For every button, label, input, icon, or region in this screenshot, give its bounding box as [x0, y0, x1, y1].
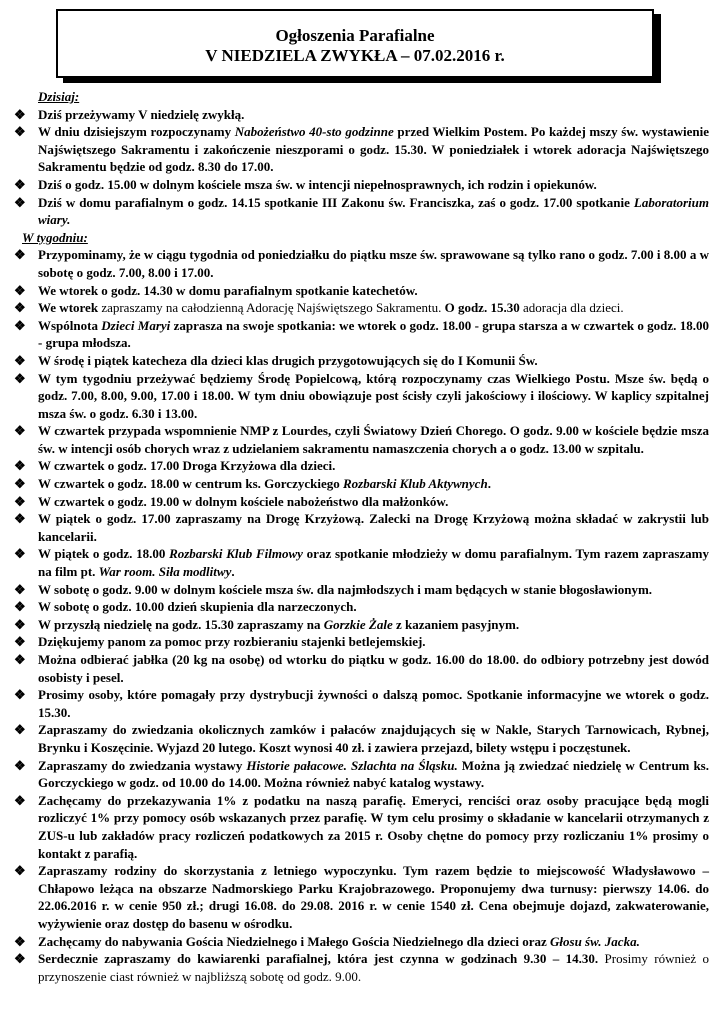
- announcement-text: [38, 862, 709, 932]
- announcement-item: [14, 475, 709, 493]
- announcement-item: [14, 757, 709, 792]
- announcement-text: [38, 370, 709, 423]
- announcement-item: [14, 246, 709, 281]
- announcement-text: [38, 757, 709, 792]
- diamond-bullet-icon: ❖: [14, 352, 26, 368]
- announcement-text: [38, 721, 709, 756]
- diamond-bullet-icon: ❖: [14, 581, 26, 597]
- announcement-item: [14, 581, 709, 599]
- diamond-bullet-icon: ❖: [14, 634, 26, 650]
- announcement-text: [38, 299, 709, 317]
- week-announcements-list: [14, 246, 709, 985]
- text-segment: Zapraszamy rodziny do skorzystania z letniego wypoczynku. Tym razem będzie to miejscowość Władysławowo – Chłapowo leżąca na obszarze Nadmorskiego Parku Krajobrazowego. Proponujemy dwa turnusy: pierwszy 14.06. do 22.06.2016 r. w cenie 950 zł.; drugi 16.08. do 29.08. 2016 r. w cenie 1540 zł. Cena obejmuje dojazd, zakwaterowanie, wyżywienie oraz dostęp do basenu w ośrodku.: [38, 863, 709, 931]
- diamond-bullet-icon: ❖: [14, 757, 26, 773]
- diamond-bullet-icon: ❖: [14, 282, 26, 298]
- text-segment: zapraszamy na całodzienną Adorację Najświętszego Sakramentu.: [101, 300, 445, 316]
- diamond-bullet-icon: ❖: [14, 599, 26, 615]
- italic-title-text: Rozbarski Klub Aktywnych: [342, 476, 488, 492]
- diamond-bullet-icon: ❖: [14, 317, 26, 333]
- text-segment: W tym tygodniu przeżywać będziemy Środę Popielcową, którą rozpoczynamy czas Wielkiego Postu. Msze św. będą o godz. 7.00, 8.00, 9.00, 17.00 i 18.00. W tym dniu obowiązuje post ścisły czyli jakościowy i ilościowy. W kaplicy szpitalnej msza św. o godz. 6.30 i 13.00.: [38, 370, 709, 421]
- text-segment: zaprasza na swoje spotkania: we wtorek o godz. 18.00 - grupa starsza a w czwartek o godz. 18.00 - grupa młodsza.: [38, 317, 709, 351]
- text-segment: Można odbierać jabłka (20 kg na osobę) od wtorku do piątku w godz. 16.00 do 18.00. do odbiory potrzebny jest dowód osobisty i pesel.: [38, 652, 709, 685]
- diamond-bullet-icon: ❖: [14, 951, 26, 967]
- today-announcements-list: [14, 106, 709, 229]
- text-segment: W sobotę o godz. 10.00 dzień skupienia dla narzeczonych.: [38, 599, 357, 615]
- diamond-bullet-icon: ❖: [14, 106, 26, 122]
- italic-title-text: Dzieci Maryi: [101, 317, 171, 333]
- italic-title-text: Historie pałacowe. Szlachta na Śląsku.: [246, 757, 458, 773]
- diamond-bullet-icon: ❖: [14, 511, 26, 527]
- announcement-text: [38, 686, 709, 721]
- announcement-text: [38, 176, 709, 194]
- announcement-text: [38, 616, 709, 634]
- announcement-text: [38, 792, 709, 862]
- announcement-item: [14, 299, 709, 317]
- text-segment: W przyszłą niedzielę na godz. 15.30 zapraszamy na: [38, 616, 324, 632]
- announcement-text: [38, 106, 709, 124]
- announcement-text: [38, 317, 709, 352]
- announcement-text: [38, 493, 709, 511]
- diamond-bullet-icon: ❖: [14, 722, 26, 738]
- header-box: [56, 9, 654, 78]
- announcement-text: [38, 246, 709, 281]
- diamond-bullet-icon: ❖: [14, 493, 26, 509]
- text-segment: W czwartek o godz. 19.00 w dolnym kościele nabożeństwo dla małżonków.: [38, 493, 449, 509]
- section-heading-today: Dzisiaj:: [38, 89, 80, 104]
- announcement-text: [38, 510, 709, 545]
- announcement-text: [38, 950, 709, 985]
- announcement-text: [38, 475, 709, 493]
- diamond-bullet-icon: ❖: [14, 458, 26, 474]
- announcement-text: [38, 545, 709, 580]
- text-segment: W sobotę o godz. 9.00 w dolnym kościele msza św. dla najmłodszych i mam będących w stanie błogosławionym.: [38, 581, 653, 597]
- announcement-item: [14, 123, 709, 176]
- announcement-text: [38, 422, 709, 457]
- text-segment: Zapraszamy do zwiedzania wystawy: [38, 757, 247, 773]
- diamond-bullet-icon: ❖: [14, 546, 26, 562]
- diamond-bullet-icon: ❖: [14, 300, 26, 316]
- text-segment: W środę i piątek katecheza dla dzieci klas drugich przygotowujących się do I Komunii Św.: [38, 352, 538, 368]
- text-segment: Dziękujemy panom za pomoc przy rozbieraniu stajenki betlejemskiej.: [38, 634, 426, 650]
- text-segment: adoracja dla dzieci.: [522, 300, 624, 316]
- text-segment: W czwartek przypada wspomnienie NMP z Lourdes, czyli Światowy Dzień Chorego. O godz. 9.00 w kościele będzie msza św. w intencji osób chorych wraz z udzielaniem sakramentu namaszczenia chorych a o godz. 13.00 w szpitalu.: [38, 423, 709, 456]
- diamond-bullet-icon: ❖: [14, 176, 26, 192]
- announcement-item: [14, 721, 709, 756]
- sunday-date-line: V NIEDZIELA ZWYKŁA – 07.02.2016 r.: [205, 46, 505, 65]
- text-segment: Wspólnota: [38, 317, 102, 333]
- announcements-body: [14, 88, 709, 985]
- announcement-text: [38, 194, 709, 229]
- italic-title-text: Gorzkie Żale: [323, 616, 393, 632]
- announcement-item: [14, 862, 709, 932]
- announcement-text: [38, 598, 709, 616]
- italic-title-text: War room. Siła modlitwy: [98, 564, 232, 580]
- announcement-item: [14, 422, 709, 457]
- text-segment: Można ją zwiedzać niedzielę w Centrum ks. Gorczyckiego w godz. od 10.00 do 14.00. Można również nabyć katalog wystawy.: [38, 757, 709, 791]
- text-segment: W czwartek o godz. 17.00 Droga Krzyżowa dla dzieci.: [38, 458, 336, 474]
- text-segment: Dziś o godz. 15.00 w dolnym kościele msza św. w intencji niepełnosprawnych, ich rodzin i opiekunów.: [38, 176, 597, 192]
- text-segment: oraz spotkanie młodzieży w domu parafialnym. Tym razem zapraszamy na film pt.: [38, 546, 710, 580]
- text-segment: W piątek o godz. 18.00: [38, 546, 170, 562]
- text-segment: Zachęcamy do przekazywania 1% z podatku na naszą parafię. Emeryci, renciści oraz osoby pracujące będą mogli rozliczyć 1% przy pomocy osób wskazanych przez parafię. W tym celu prosimy o składanie w kancelarii otrzymanych z ZUS-u lub zakładów pracy rozliczeń podatkowych za 2015 r. Osoby chętne do pomocy przy rozliczaniu 1% prosimy o kontakt z parafią.: [38, 792, 709, 861]
- announcement-item: [14, 545, 709, 580]
- announcement-item: [14, 352, 709, 370]
- announcement-item: [14, 686, 709, 721]
- italic-title-text: Nabożeństwo 40-sto godzinne: [234, 124, 394, 140]
- announcement-item: [14, 510, 709, 545]
- diamond-bullet-icon: ❖: [14, 423, 26, 439]
- text-segment: Serdecznie zapraszamy do kawiarenki parafialnej, która jest czynna w godzinach 9.30 – 14.30.: [38, 951, 605, 967]
- announcement-item: [14, 317, 709, 352]
- announcement-item: [14, 370, 709, 423]
- diamond-bullet-icon: ❖: [14, 194, 26, 210]
- italic-title-text: Rozbarski Klub Filmowy: [169, 546, 303, 562]
- text-segment: Dziś przeżywamy V niedzielę zwykłą.: [38, 106, 245, 122]
- announcement-text: [38, 282, 709, 300]
- text-segment: Prosimy osoby, które pomagały przy dystrybucji żywności o dalszą pomoc. Spotkanie informacyjne we wtorek o godz. 15.30.: [38, 687, 709, 720]
- text-segment: Dziś w domu parafialnym o godz. 14.15 spotkanie III Zakonu św. Franciszka, zaś o godz. 17.00 spotkanie: [38, 194, 634, 210]
- text-segment: .: [231, 564, 235, 580]
- text-segment: .: [487, 476, 491, 492]
- announcement-item: [14, 194, 709, 229]
- announcement-item: [14, 633, 709, 651]
- diamond-bullet-icon: ❖: [14, 616, 26, 632]
- text-segment: przed Wielkim Postem. Po każdej mszy św. wystawienie Najświętszego Sakramentu i zakończenie nieszporami o godz. 15.30. W poniedziałek i wtorek adoracja Najświętszego Sakramentu będzie od godz. 8.30 do 17.00.: [38, 124, 709, 175]
- text-segment: Prosimy również o przynoszenie ciast również w najbliższą sobotę od godz. 9.00.: [38, 951, 709, 984]
- announcement-text: [38, 123, 709, 176]
- announcement-text: [38, 581, 709, 599]
- text-segment: W piątek o godz. 17.00 zapraszamy na Drogę Krzyżową. Zalecki na Drogę Krzyżową można składać w zakrystii lub kancelarii.: [38, 511, 709, 544]
- announcement-item: [14, 933, 709, 951]
- announcement-text: [38, 633, 709, 651]
- text-segment: Przypominamy, że w ciągu tygodnia od poniedziałku do piątku msze św. sprawowane są tylko rano o godz. 7.00 i 8.00 a w sobotę o godz. 7.00, 8.00 i 17.00.: [38, 247, 709, 280]
- announcement-text: [38, 651, 709, 686]
- italic-title-text: Laboratorium wiary.: [38, 194, 709, 228]
- diamond-bullet-icon: ❖: [14, 370, 26, 386]
- announcement-item: [14, 282, 709, 300]
- announcement-text: [38, 933, 709, 951]
- announcement-item: [14, 616, 709, 634]
- announcement-text: [38, 457, 709, 475]
- announcement-item: [14, 651, 709, 686]
- diamond-bullet-icon: ❖: [14, 476, 26, 492]
- text-segment: Zachęcamy do nabywania Gościa Niedzielnego i Małego Gościa Niedzielnego dla dzieci oraz: [38, 933, 551, 949]
- diamond-bullet-icon: ❖: [14, 652, 26, 667]
- text-segment: We wtorek: [38, 300, 102, 316]
- announcement-text: [38, 352, 709, 370]
- announcement-item: [14, 457, 709, 475]
- page-title: Ogłoszenia Parafialne: [275, 26, 435, 45]
- announcement-item: [14, 106, 709, 124]
- diamond-bullet-icon: ❖: [14, 687, 26, 703]
- section-heading-week: W tygodniu:: [22, 229, 88, 245]
- announcement-item: [14, 792, 709, 862]
- text-segment: W dniu dzisiejszym rozpoczynamy: [38, 124, 235, 140]
- italic-title-text: Głosu św. Jacka.: [550, 933, 640, 949]
- diamond-bullet-icon: ❖: [14, 792, 26, 808]
- text-segment: z kazaniem pasyjnym.: [392, 616, 520, 632]
- text-segment: W czwartek o godz. 18.00 w centrum ks. Gorczyckiego: [38, 476, 343, 492]
- diamond-bullet-icon: ❖: [14, 247, 26, 263]
- text-segment: O godz. 15.30: [444, 300, 523, 316]
- diamond-bullet-icon: ❖: [14, 863, 26, 879]
- diamond-bullet-icon: ❖: [14, 124, 26, 140]
- announcement-item: [14, 598, 709, 616]
- announcement-item: [14, 176, 709, 194]
- text-segment: Zapraszamy do zwiedzania okolicznych zamków i pałaców znajdujących się w Nakle, Starych Tarnowicach, Rybnej, Brynku i Koszęcinie. Wyjazd 20 lutego. Koszt wynosi 40 zł. i zawiera przejazd, bilety wstępu i poczęstunek.: [38, 722, 709, 755]
- announcement-item: [14, 493, 709, 511]
- announcement-item: [14, 950, 709, 985]
- text-segment: We wtorek o godz. 14.30 w domu parafialnym spotkanie katechetów.: [38, 282, 418, 298]
- diamond-bullet-icon: ❖: [14, 933, 26, 949]
